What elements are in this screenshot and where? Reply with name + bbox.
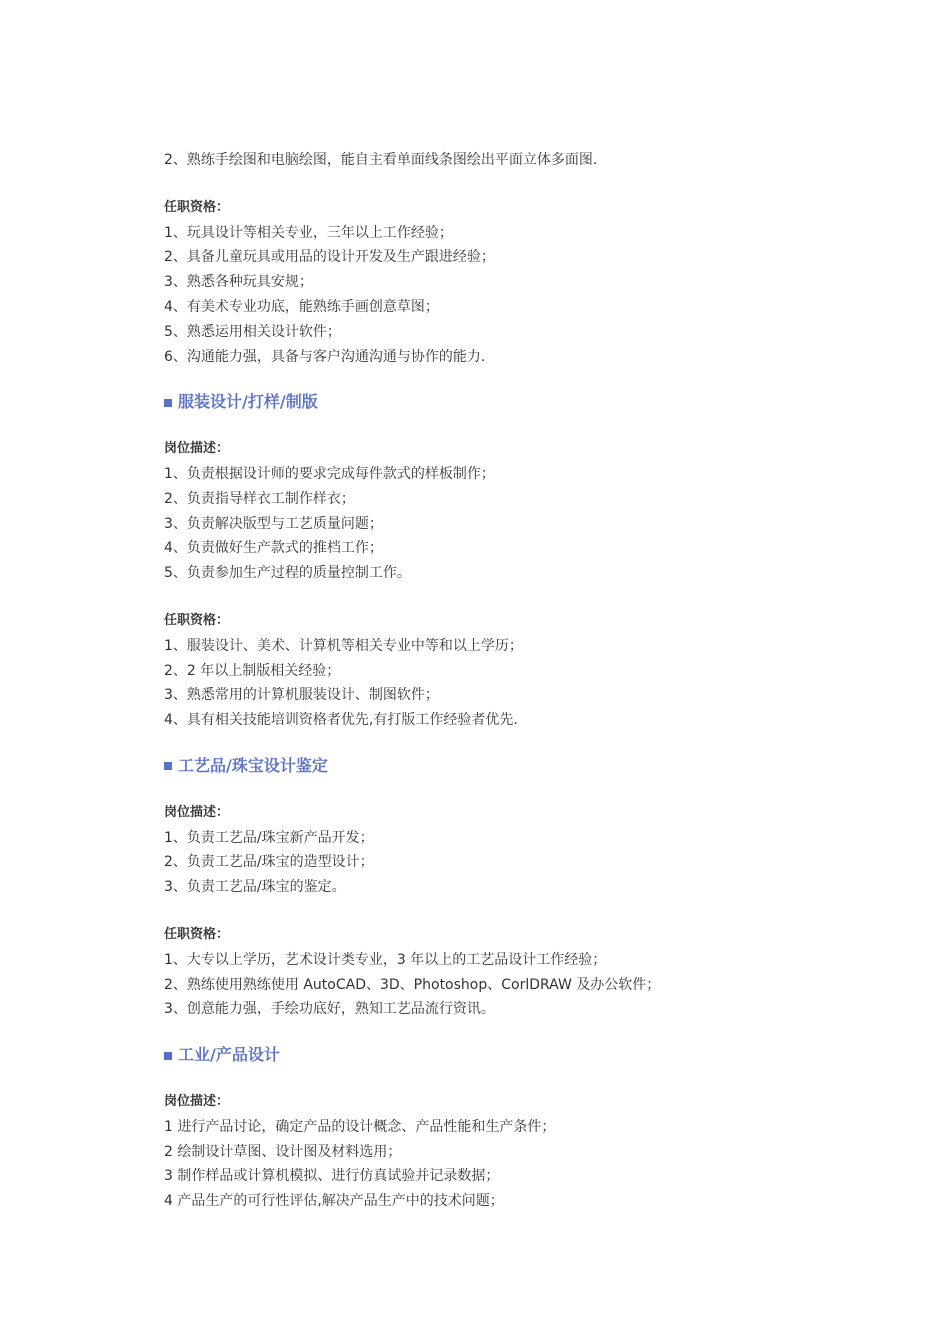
intro-requirements-label: 任职资格：	[164, 199, 230, 215]
requirement-item: 4、具有相关技能培训资格者优先,有打版工作经验者优先.	[164, 712, 518, 729]
requirement-item: 1、大专以上学历，艺术设计类专业，3 年以上的工艺品设计工作经验；	[164, 951, 607, 968]
intro-requirement-item: 5、熟悉运用相关设计软件；	[164, 323, 341, 340]
document-body	[164, 148, 804, 1214]
requirement-item: 2、2 年以上制版相关经验；	[164, 662, 341, 679]
description-item: 2、负责工艺品/珠宝的造型设计；	[164, 854, 374, 871]
description-label: 岗位描述：	[164, 1093, 230, 1109]
description-item: 3、负责解决版型与工艺质量问题；	[164, 515, 383, 532]
description-item: 3、负责工艺品/珠宝的鉴定。	[164, 879, 346, 896]
intro-requirement-item: 1、玩具设计等相关专业，三年以上工作经验；	[164, 224, 453, 241]
description-item: 4、负责做好生产款式的推档工作；	[164, 540, 383, 557]
description-item: 5、负责参加生产过程的质量控制工作。	[164, 565, 411, 582]
intro-requirement-item: 2、具备儿童玩具或用品的设计开发及生产跟进经验；	[164, 249, 495, 266]
intro-requirement-item: 6、沟通能力强，具备与客户沟通沟通与协作的能力.	[164, 348, 486, 365]
square-bullet-icon	[164, 399, 172, 407]
square-bullet-icon	[164, 762, 172, 770]
section-heading	[164, 390, 804, 415]
intro-line: 2、熟练手绘图和电脑绘图，能自主看单面线条图绘出平面立体多面图.	[164, 152, 598, 168]
description-label: 岗位描述：	[164, 441, 230, 457]
intro-requirement-item: 4、有美术专业功底，能熟练手画创意草图；	[164, 298, 439, 315]
description-item: 2 绘制设计草图、设计图及材料选用；	[164, 1143, 402, 1160]
description-label: 岗位描述：	[164, 804, 230, 820]
section-title: 服装设计/打样/制版	[178, 392, 318, 412]
description-item: 4 产品生产的可行性评估,解决产品生产中的技术问题；	[164, 1193, 504, 1210]
description-item: 1、负责工艺品/珠宝新产品开发；	[164, 829, 374, 846]
requirement-item: 2、熟练使用熟练使用 AutoCAD、3D、Photoshop、CorlDRAW 及办公软件；	[164, 976, 661, 993]
description-item: 1、负责根据设计师的要求完成每件款式的样板制作；	[164, 465, 495, 482]
intro-requirement-item: 3、熟悉各种玩具安规；	[164, 274, 313, 291]
section-heading	[164, 754, 804, 779]
square-bullet-icon	[164, 1052, 172, 1060]
requirement-item: 3、熟悉常用的计算机服装设计、制图软件；	[164, 687, 439, 704]
description-item: 1 进行产品讨论，确定产品的设计概念、产品性能和生产条件；	[164, 1118, 556, 1135]
requirements-label: 任职资格：	[164, 926, 230, 942]
section-title: 工艺品/珠宝设计鉴定	[178, 755, 328, 775]
requirement-item: 3、创意能力强，手绘功底好，熟知工艺品流行资讯。	[164, 1001, 495, 1018]
description-item: 2、负责指导样衣工制作样衣；	[164, 490, 355, 507]
section-heading	[164, 1043, 804, 1068]
requirements-label: 任职资格：	[164, 612, 230, 628]
requirement-item: 1、服装设计、美术、计算机等相关专业中等和以上学历；	[164, 637, 523, 654]
description-item: 3 制作样品或计算机模拟、进行仿真试验并记录数据；	[164, 1168, 500, 1185]
section-title: 工业/产品设计	[178, 1045, 280, 1065]
